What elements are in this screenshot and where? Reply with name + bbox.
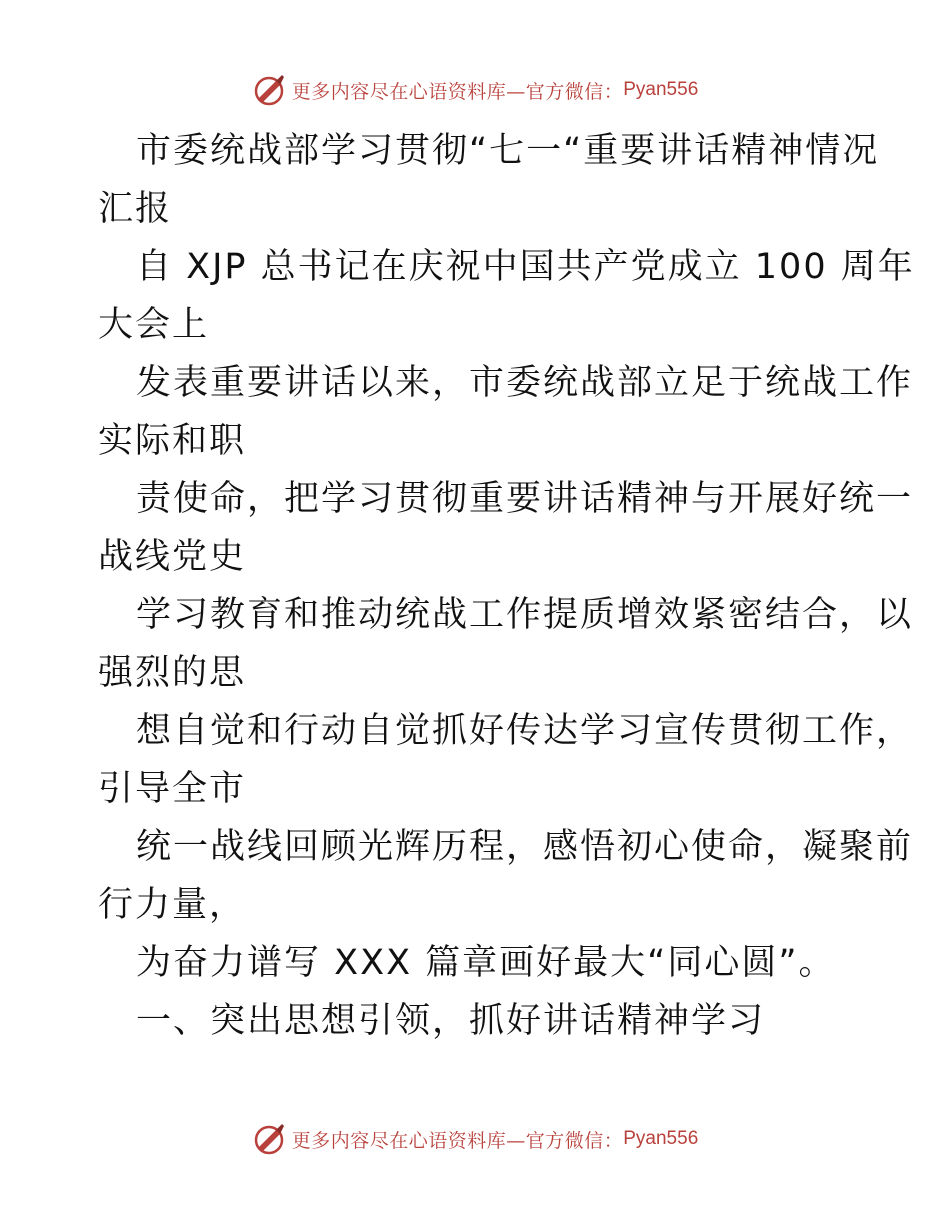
watermark-text: 更多内容尽在心语资料库—官方微信： (291, 80, 624, 103)
text-line: 战线党史 (98, 537, 247, 577)
text-line: 统一战线回顾光辉历程，感悟初心使命，凝聚前 (136, 827, 914, 867)
text-line: 发表重要讲话以来，市委统战部立足于统战工作 (136, 363, 914, 403)
text-line: 为奋力谱写 XXX 篇章画好最大“同心圆”。 (136, 943, 836, 983)
text-line: 实际和职 (98, 421, 247, 461)
text-line: 自 XJP 总书记在庆祝中国共产党成立 100 周年 (136, 247, 915, 287)
watermark-text: 更多内容尽在心语资料库—官方微信： (291, 1129, 624, 1152)
text-line: 学习教育和推动统战工作提质增效紧密结合，以 (136, 595, 914, 635)
watermark-code: Pyan556 (623, 79, 699, 100)
text-line: 汇报 (98, 189, 173, 229)
text-line: 引导全市 (98, 769, 247, 809)
text-line: 市委统战部学习贯彻“七一“重要讲话精神情况 (136, 131, 880, 171)
pen-logo-icon (252, 73, 286, 107)
document-body (98, 122, 915, 1050)
text-line: 大会上 (98, 305, 210, 345)
text-line: 想自觉和行动自觉抓好传达学习宣传贯彻工作， (136, 711, 914, 751)
text-line: 一、突出思想引领，抓好讲话精神学习 (136, 1001, 766, 1041)
watermark-code: Pyan556 (623, 1128, 699, 1149)
footer-watermark (0, 1119, 950, 1159)
text-line: 强烈的思 (98, 653, 247, 693)
header-watermark (0, 70, 950, 110)
text-line: 行力量， (98, 885, 247, 925)
pen-logo-icon (252, 1122, 286, 1156)
text-line: 责使命，把学习贯彻重要讲话精神与开展好统一 (136, 479, 914, 519)
